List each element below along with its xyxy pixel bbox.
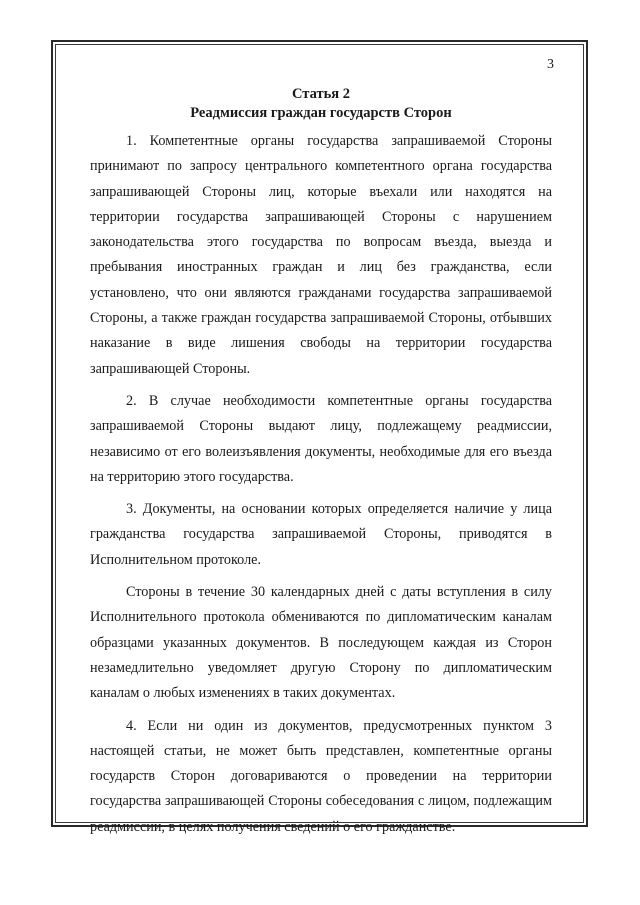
paragraph-3-continuation: Стороны в течение 30 календарных дней с даты вступления в силу Исполнительного протокола обмениваются по дипломатическим каналам образцами указанных документов. В последующем каждая из Сторон незамедлительно уведомляет другую Сторону по дипломатическим каналам о любых изменениях в таких документах. [90,584,552,702]
paragraph-3: 3. Документы, на основании которых определяется наличие у лица гражданства государства запрашиваемой Стороны, приводятся в Исполнительном протоколе. [90,501,552,568]
paragraph-4: 4. Если ни один из документов, предусмотренных пунктом 3 настоящей статьи, не может быть представлен, компетентные органы государств Сторон договариваются о проведении на территории государства запрашивающей Стороны собеседования с лицом, подлежащим реадмиссии, в целях получения сведений о его гражданстве. [90,717,552,835]
page-number: 3 [547,57,554,72]
article-title: Статья 2 [292,86,350,102]
article-subtitle: Реадмиссия граждан государств Сторон [190,105,452,121]
document-body [90,85,552,847]
paragraph-2: 2. В случае необходимости компетентные органы государства запрашиваемой Стороны выдают лицу, подлежащему реадмиссии, независимо от его волеизъявления документы, необходимые для его въезда на территорию этого государства. [90,392,552,485]
paragraph-1: 1. Компетентные органы государства запрашиваемой Стороны принимают по запросу центрального компетентного органа государства запрашивающей Стороны лиц, которые въехали или находятся на территории государства запрашивающей Стороны с нарушением законодательства этого государства по вопросам въезда, выезда и пребывания иностранных граждан и лиц без гражданства, если установлено, что они являются гражданами государства запрашиваемой Стороны, а также граждан государства запрашиваемой Стороны, отбывших наказание в виде лишения свободы на территории государства запрашивающей Стороны. [90,133,552,377]
